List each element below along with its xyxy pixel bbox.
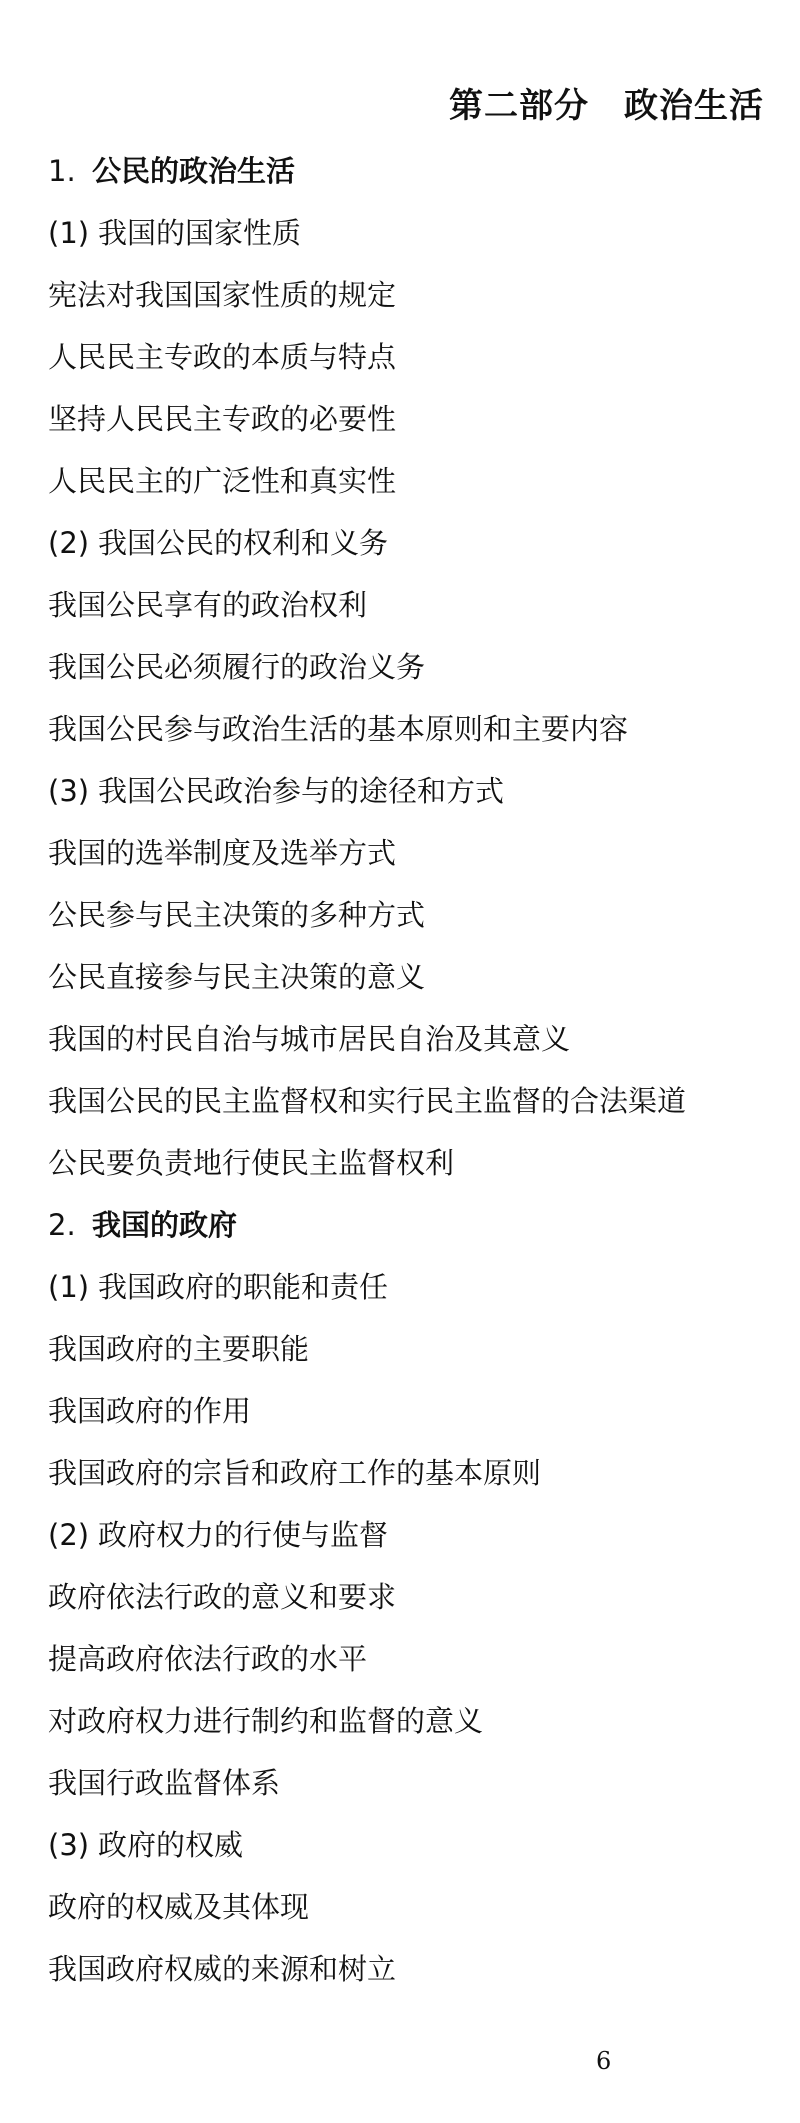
subsection-heading [48, 202, 760, 264]
section-title: 我国的政府 [92, 1208, 238, 1242]
section-title: 公民的政治生活 [92, 154, 296, 188]
subsection-number: (1) [48, 1270, 90, 1304]
section-heading [48, 1194, 760, 1256]
subsection-heading [48, 1814, 760, 1876]
outline-item: 对政府权力进行制约和监督的意义 [48, 1704, 484, 1738]
document-body [48, 140, 760, 2000]
subsection-title: 我国公民政治参与的途径和方式 [98, 774, 505, 808]
outline-item: 人民民主专政的本质与特点 [48, 340, 397, 374]
outline-item: 我国公民必须履行的政治义务 [48, 650, 426, 684]
outline-item: 公民直接参与民主决策的意义 [48, 960, 426, 994]
outline-item: 宪法对我国国家性质的规定 [48, 278, 397, 312]
outline-item: 政府的权威及其体现 [48, 1890, 310, 1924]
section-heading [48, 140, 760, 202]
subsection-number: (2) [48, 526, 90, 560]
outline-item: 人民民主的广泛性和真实性 [48, 464, 397, 498]
page-title: 第二部分 政治生活 [449, 86, 764, 126]
outline-item: 我国政府的宗旨和政府工作的基本原则 [48, 1456, 542, 1490]
section-number: 1. [48, 154, 76, 188]
outline-item: 我国政府权威的来源和树立 [48, 1952, 397, 1986]
subsection-number: (3) [48, 774, 90, 808]
outline-item: 公民参与民主决策的多种方式 [48, 898, 426, 932]
outline-item: 提高政府依法行政的水平 [48, 1642, 368, 1676]
outline-item: 我国公民享有的政治权利 [48, 588, 368, 622]
outline-item: 我国政府的作用 [48, 1394, 252, 1428]
subsection-number: (2) [48, 1518, 90, 1552]
subsection-heading [48, 1504, 760, 1566]
subsection-title: 我国政府的职能和责任 [98, 1270, 389, 1304]
outline-item: 坚持人民民主专政的必要性 [48, 402, 397, 436]
outline-item: 我国的村民自治与城市居民自治及其意义 [48, 1022, 571, 1056]
section-number: 2. [48, 1208, 76, 1242]
outline-item: 我国行政监督体系 [48, 1766, 281, 1800]
subsection-title: 政府权力的行使与监督 [98, 1518, 389, 1552]
subsection-heading [48, 760, 760, 822]
subsection-number: (1) [48, 216, 90, 250]
subsection-number: (3) [48, 1828, 90, 1862]
outline-item: 我国公民的民主监督权和实行民主监督的合法渠道 [48, 1084, 687, 1118]
outline-item: 我国政府的主要职能 [48, 1332, 310, 1366]
page-number: 6 [596, 2047, 612, 2075]
outline-item: 我国的选举制度及选举方式 [48, 836, 397, 870]
outline-item: 我国公民参与政治生活的基本原则和主要内容 [48, 712, 629, 746]
subsection-title: 我国公民的权利和义务 [98, 526, 389, 560]
outline-item: 政府依法行政的意义和要求 [48, 1580, 397, 1614]
subsection-heading [48, 1256, 760, 1318]
subsection-title: 我国的国家性质 [98, 216, 302, 250]
outline-item: 公民要负责地行使民主监督权利 [48, 1146, 455, 1180]
subsection-heading [48, 512, 760, 574]
subsection-title: 政府的权威 [98, 1828, 244, 1862]
